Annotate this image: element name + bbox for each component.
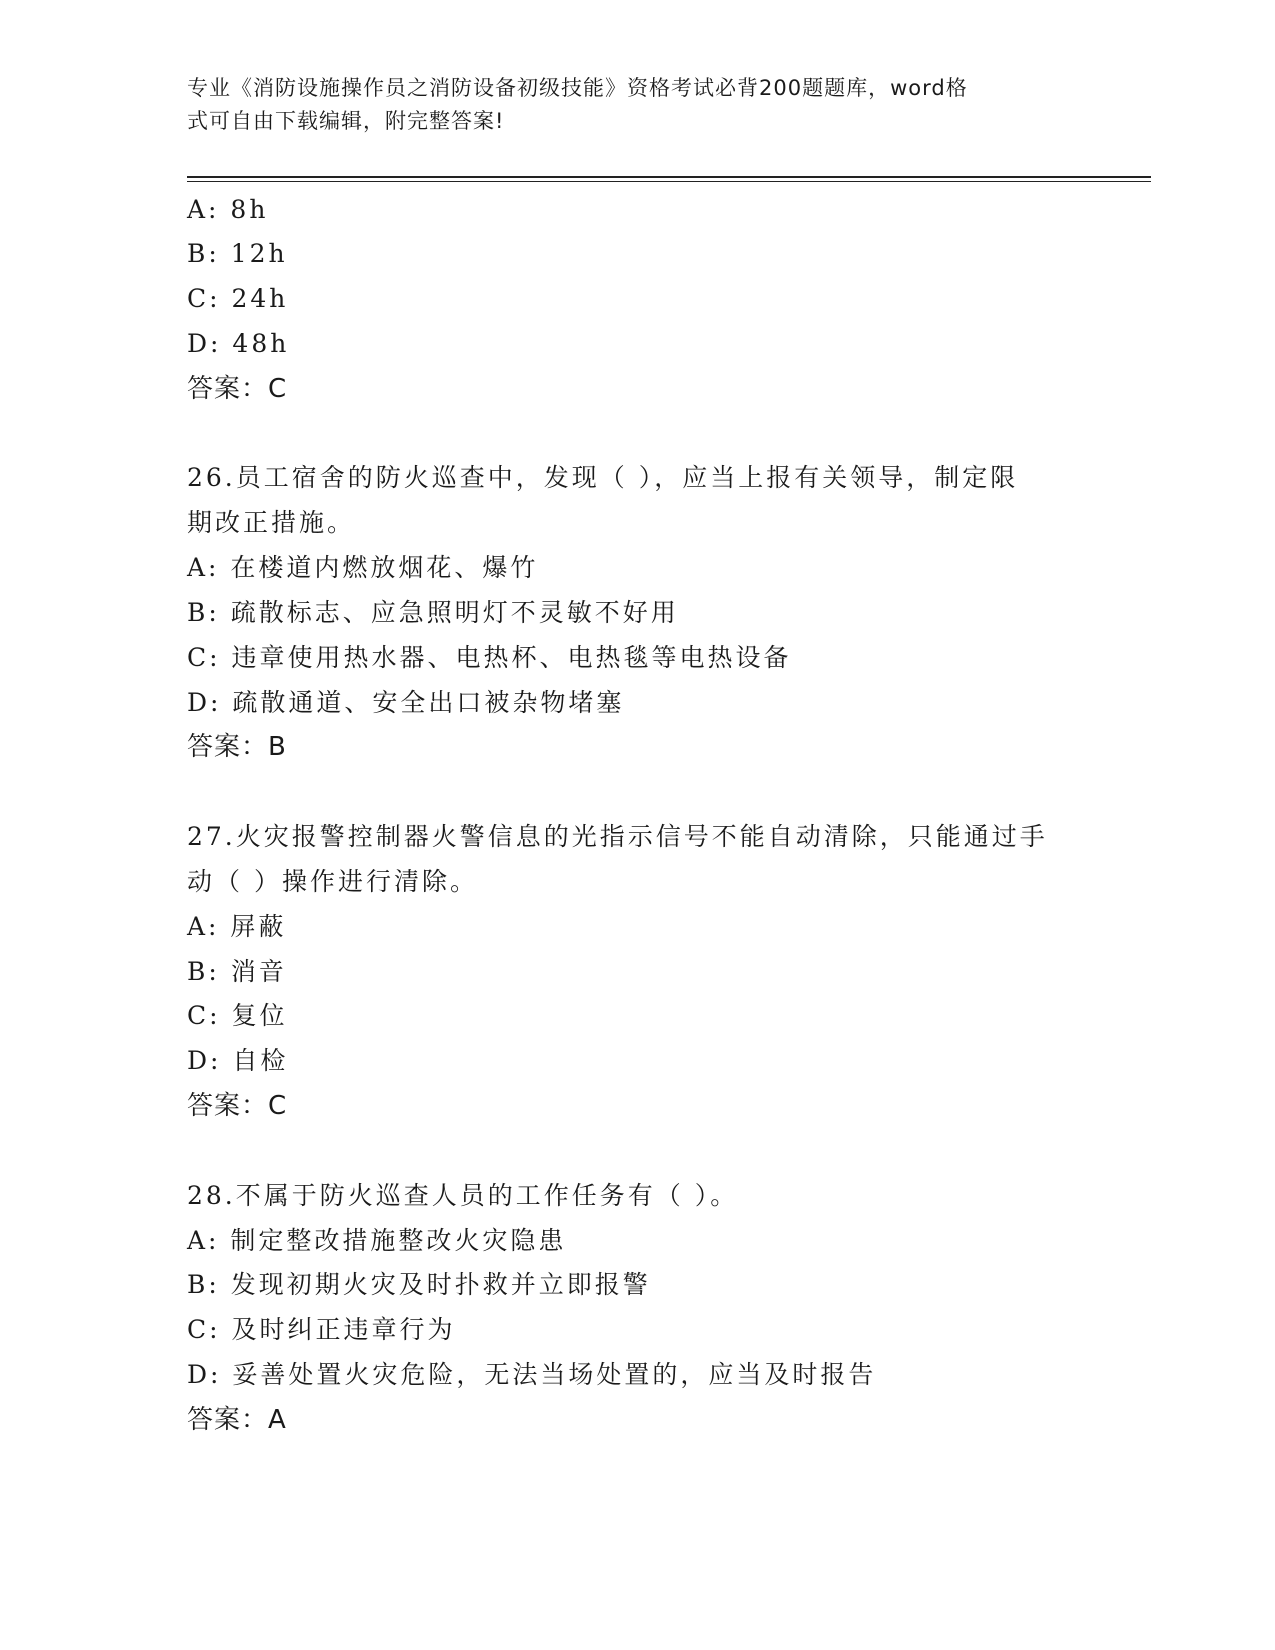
question-line: B: 消音 — [187, 957, 287, 986]
question-line: A: 屏蔽 — [187, 912, 287, 941]
question-line: D: 48h — [187, 329, 290, 358]
question-line: B: 发现初期火灾及时扑救并立即报警 — [187, 1270, 651, 1299]
header-divider-thin — [187, 181, 1151, 182]
question-line: 期改正措施。 — [187, 508, 356, 537]
question-line: C: 及时纠正违章行为 — [187, 1315, 456, 1344]
answer-line: 答案：C — [187, 374, 288, 404]
question-line: C: 违章使用热水器、电热杯、电热毯等电热设备 — [187, 643, 792, 672]
answer-line: 答案：A — [187, 1405, 287, 1435]
question-line: 28.不属于防火巡查人员的工作任务有（ ）。 — [187, 1181, 739, 1210]
answer-line: 答案：B — [187, 732, 287, 762]
header-line-1: 专业《消防设施操作员之消防设备初级技能》资格考试必背200题题库，word格 — [187, 76, 968, 100]
question-line: D: 疏散通道、安全出口被杂物堵塞 — [187, 688, 625, 717]
question-line: C: 24h — [187, 284, 289, 313]
question-line: D: 自检 — [187, 1046, 289, 1075]
question-line: 27.火灾报警控制器火警信息的光指示信号不能自动清除，只能通过手 — [187, 822, 1048, 851]
question-line: A: 8h — [187, 195, 269, 224]
question-line: 动（ ）操作进行清除。 — [187, 867, 478, 896]
question-line: B: 12h — [187, 239, 288, 268]
question-line: B: 疏散标志、应急照明灯不灵敏不好用 — [187, 598, 679, 627]
question-line: 26.员工宿舍的防火巡查中，发现（ ），应当上报有关领导，制定限 — [187, 463, 1019, 492]
header-divider-thick — [187, 176, 1151, 178]
question-line: A: 制定整改措施整改火灾隐患 — [187, 1226, 567, 1255]
question-line: C: 复位 — [187, 1001, 288, 1030]
header-line-2: 式可自由下载编辑，附完整答案! — [187, 109, 505, 133]
question-line: D: 妥善处置火灾危险，无法当场处置的，应当及时报告 — [187, 1360, 877, 1389]
page-header — [187, 72, 1067, 138]
answer-line: 答案：C — [187, 1091, 288, 1121]
question-line: A: 在楼道内燃放烟花、爆竹 — [187, 553, 539, 582]
